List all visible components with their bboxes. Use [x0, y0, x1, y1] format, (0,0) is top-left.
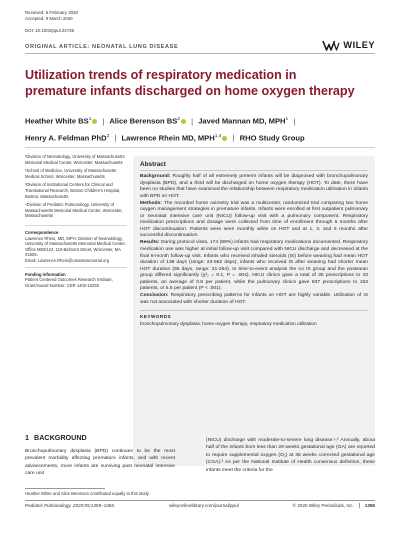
section-title: BACKGROUND — [34, 433, 87, 442]
abstract-results: Results: During protocol visits, 174 (89%) infants had respiratory medications documented. Respiratory medication use was higher at initial follow-up visit compared with NICU discharge and decreased at the final 6-month follow-up visit. Infants who received inhaled steroids (IS) before weaning had mean HOT duration of 138 days (range: 24-562 days); infants who received IS after weaning had shorter mean HOT duration (55 days, range: 21-264). In time-to-event analysis the no IS group and the postwean group differed significantly (χ²₁ = 8.1; P = .004). NICU clinics gave a total of 35 prescriptions to 43 patients, an average of 0.8 per patient, while the pulmonary clinics gave 837 prescriptions to 153 patients, or 5.5 per patient (P < .001). — [140, 240, 369, 292]
abstract-methods: Methods: The recorded home oximetry trial was a multicenter, randomized trial comparing two home oxygen management strategies in premature infants. Infants were enrolled at first outpatient pulmonary or neonatal intensive care unit (NICU) follow-up visit with a pulmonary component. Respiratory medication prescriptions and dosage were collected from time of enrollment through 6 months after HOT discontinuation. Patients were seen monthly while on HOT and at 1, 3, and 6 months after successful discontinuation. — [140, 200, 368, 239]
doi[interactable]: DOI: 10.1002/ppul.24735 — [25, 28, 75, 33]
footnote: Heather White and Alice Berenson contributed equally to this study. — [25, 491, 150, 496]
author-name[interactable]: Javed Mannan MD, MPH — [198, 116, 286, 126]
abstract-box — [133, 156, 375, 466]
wiley-w-icon — [322, 39, 340, 51]
author-line-1: Heather White $BS^1$ | Alice Berenson $BS^2$ | Javed Mannan MD, MPH$^1$ | — [25, 116, 296, 126]
body-paragraph: Bronchopulmonary dysplasia (BPD) continues to be the most prevalent morbidity affecting premature infants, and with recent advancements, more infants are surviving past neonatal intensive care unit — [25, 449, 175, 477]
author-separator: | — [293, 116, 296, 126]
received-date: Received: 5 February 2020 — [25, 10, 78, 15]
author-separator: | — [191, 116, 194, 126]
submission-dates — [25, 10, 78, 22]
author-separator: | — [102, 116, 105, 126]
journal-url[interactable]: wileyonlinelibrary.com/journal/ppul — [169, 503, 239, 508]
orcid-icon[interactable] — [92, 119, 97, 124]
section-number: 1 — [25, 433, 29, 442]
affiliation: ²School of Medicine, University of Massachusetts Medical School, Worcester, Massachusetts — [25, 168, 117, 179]
author-name[interactable]: RHO Study Group — [239, 133, 305, 143]
authors-divider — [25, 147, 375, 148]
orcid-icon[interactable] — [222, 136, 227, 141]
page-number: 1359 — [359, 503, 375, 508]
section-heading — [25, 433, 175, 442]
keywords-heading: KEYWORDS — [140, 310, 368, 319]
footer-right — [293, 503, 375, 508]
affiliation: ¹Division of Neonatology, University of Massachusetts Memorial Medical Center, Worcester, Massachusetts — [25, 154, 125, 165]
footer-divider — [25, 500, 375, 501]
affiliation: ⁴Division of Pediatric Pulmonology, University of Massachusetts Memorial Medical Center, Worcester, Massachusetts — [25, 202, 123, 219]
sidebar — [25, 154, 127, 288]
publisher-logo — [322, 39, 375, 51]
funding-heading: Funding information — [25, 271, 66, 277]
abstract-divider — [140, 170, 368, 171]
author-line-2: Henry A. Feldman PhD$^3$ | Lawrence Rhein MD, MPH$^{1,4}$ | RHO Study Group — [25, 133, 305, 143]
orcid-icon[interactable] — [181, 119, 186, 124]
author-name[interactable]: Lawrence Rhein MD, MPH — [121, 133, 215, 143]
author-name[interactable]: Alice Berenson BS — [109, 116, 178, 126]
correspondence-text: Lawrence Rhein, MD, MPH, Division of Neonatology, University of Massachusetts Memorial Medical Center, Office M82/124, 119 Belmont Street, Worcester, MA 01605. — [25, 235, 126, 258]
journal-citation: Pediatric Pulmonology. 2020;55:1359–1365. — [25, 503, 116, 508]
page-footer — [25, 503, 375, 508]
funding — [25, 272, 127, 289]
copyright: © 2020 Wiley Periodicals, Inc. — [292, 503, 354, 508]
abstract-background: Background: Roughly half of all extremely preterm infants will be diagnosed with bronchopulmonary dysplasia (BPD), and a third will be discharged on home oxygen therapy (HOT). To date, there have been no studies that have examined the relationship between respiratory medication utilization in infants with BPD on HOT. — [140, 174, 369, 199]
footnote-divider — [25, 488, 105, 489]
author-name[interactable]: Henry A. Feldman PhD — [25, 133, 107, 143]
correspondence-email[interactable]: Email: Lawrence.Rhein@umassmemorial.org — [25, 257, 110, 263]
author-name[interactable]: Heather White BS — [25, 116, 89, 126]
keywords: bronchopulmonary dysplasia, home oxygen therapy, respiratory medication utilization — [140, 321, 317, 327]
affiliations — [25, 154, 127, 226]
header-divider — [25, 53, 375, 54]
funding-text: Patient Centered Outcomes Research Institute, Grant/Award Number: CER 1402-10292 — [25, 277, 113, 288]
publisher-name: WILEY — [343, 40, 375, 50]
body-paragraph: (NICU) discharge with moderate-to-severe lung disease.¹,² Annually, about half of the infants born less than 29 weeks gestational age (GA) are reported to require supplemental oxygen (O₂) at 36 weeks corrected gestational age (CGA).³ As per the National Institute of Health consensus definition, these infants meet the criteria for the — [206, 438, 375, 473]
correspondence-heading: Correspondence — [25, 229, 59, 235]
article-type: ORIGINAL ARTICLE: NEONATAL LUNG DISEASE — [25, 44, 179, 50]
abstract-conclusion: Conclusion: Respiratory prescribing patterns for infants on HOT are highly variable. Utilization of IS was not associated with shorter duration of HOT. — [140, 293, 368, 305]
correspondence — [25, 230, 127, 268]
author-separator: | — [114, 133, 117, 143]
author-separator: | — [232, 133, 235, 143]
author-list — [25, 112, 375, 145]
abstract-heading: Abstract — [140, 161, 166, 168]
body-column-left — [25, 433, 175, 478]
affiliation: ³Division of Institutional Centers for Clinical and Translational Research, Boston Children's Hospital, Boston, Massachusetts — [25, 182, 121, 199]
article-title: Utilization trends of respiratory medication in premature infants discharged on home oxygen therapy — [25, 68, 355, 98]
body-column-right — [206, 437, 375, 474]
accepted-date: Accepted: 9 March 2020 — [25, 16, 73, 21]
